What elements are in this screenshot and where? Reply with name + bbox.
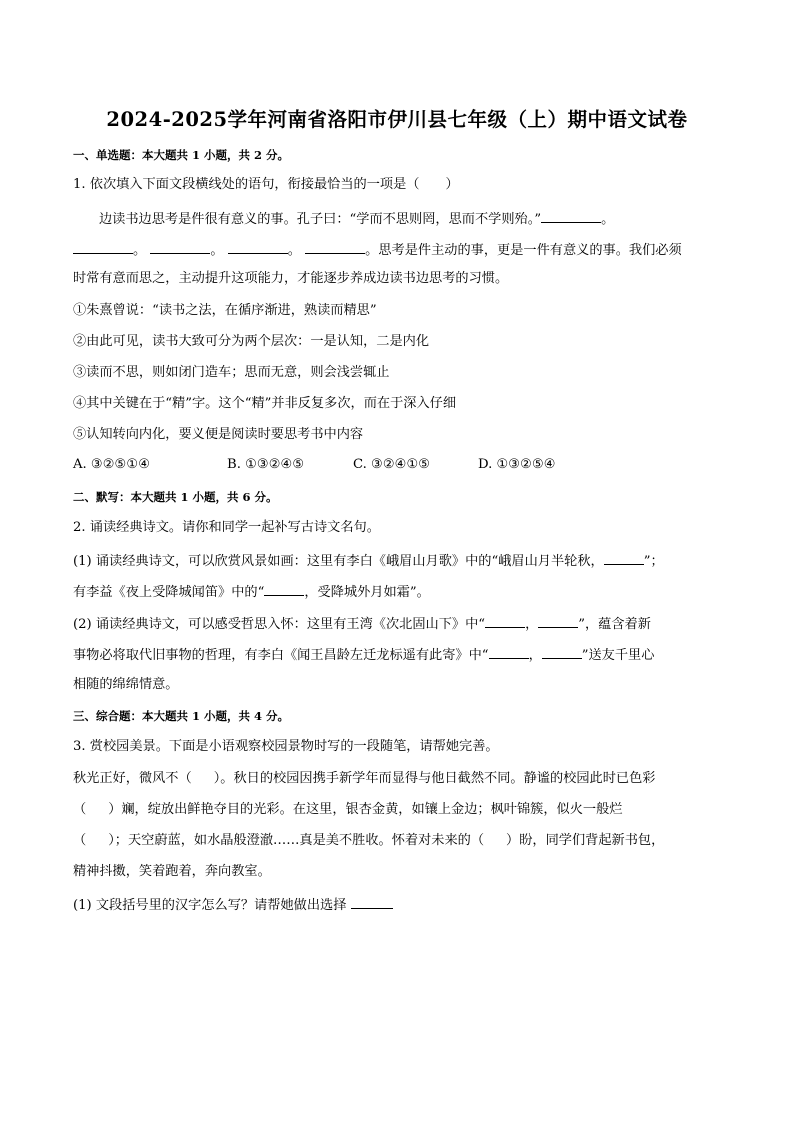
punctuation: 。 bbox=[287, 243, 301, 258]
sub-question-text: 有李益《夜上受降城闻笛》中的“ bbox=[73, 585, 265, 600]
passage-text: （ bbox=[73, 833, 87, 848]
sub-question-text: ”，蕴含着新 bbox=[578, 617, 651, 632]
punctuation: 。 bbox=[210, 243, 224, 258]
question-2-stem: 2. 诵读经典诗文。请你和同学一起补写古诗文名句。 bbox=[73, 520, 380, 535]
answer-blank[interactable] bbox=[542, 645, 582, 659]
answer-blank[interactable] bbox=[604, 551, 644, 565]
option-a[interactable]: A. ③②⑤①④ bbox=[73, 457, 151, 472]
question-1-stem bbox=[73, 176, 459, 194]
question-3-passage-line-3 bbox=[73, 832, 664, 850]
question-1-item-2: ②由此可见，读书大致可分为两个层次：一是认知，二是内化 bbox=[73, 334, 430, 349]
punctuation: ”； bbox=[643, 554, 664, 569]
question-3-stem: 3. 赏校园美景。下面是小语观察校园景物时写的一段随笔，请帮她完善。 bbox=[73, 739, 499, 754]
answer-blank[interactable] bbox=[305, 240, 365, 254]
option-b[interactable]: B. ①③②④⑤ bbox=[227, 457, 305, 472]
question-1-paragraph-line-2 bbox=[73, 240, 682, 260]
punctuation: ， bbox=[525, 617, 539, 632]
question-1-stem-close: ） bbox=[445, 177, 459, 192]
section-heading-dictation: 二、默写：本大题共 1 小题，共 6 分。 bbox=[73, 490, 278, 504]
option-c[interactable]: C. ③②④①⑤ bbox=[353, 457, 431, 472]
exam-title: 2024-2025学年河南省洛阳市伊川县七年级（上）期中语文试卷 bbox=[106, 108, 688, 131]
punctuation: 。 bbox=[601, 212, 615, 227]
question-1-item-1: ①朱熹曾说：“读书之法，在循序渐进，熟读而精思” bbox=[73, 303, 377, 318]
question-2-sub1-line-1 bbox=[73, 551, 664, 571]
answer-blank[interactable] bbox=[150, 240, 210, 254]
sub-question-text: (1) 文段括号里的汉字怎么写？请帮她做出选择 bbox=[73, 898, 347, 913]
sub-question-text: ”送友千里心 bbox=[581, 648, 655, 663]
sub-question-text: (1) 诵读经典诗文，可以欣赏风景如画：这里有李白《峨眉山月歌》中的“峨眉山月半轮秋， bbox=[73, 554, 604, 569]
question-1-item-5: ⑤认知转向内化，要义便是阅读时要思考书中内容 bbox=[73, 427, 364, 442]
paragraph-text: 。思考是件主动的事，更是一件有意义的事。我们必须 bbox=[365, 243, 682, 258]
answer-blank[interactable] bbox=[538, 614, 578, 628]
passage-text: （ bbox=[73, 802, 87, 817]
question-2-sub1-line-2 bbox=[73, 582, 430, 602]
answer-blank[interactable] bbox=[73, 240, 133, 254]
question-1-stem-text: 1. 依次填入下面文段横线处的语句，衔接最恰当的一项是（ bbox=[73, 177, 420, 192]
question-2-sub2-line-3: 相随的绵绵情意。 bbox=[73, 677, 179, 692]
question-3-passage-line-1 bbox=[73, 770, 655, 788]
section-heading-single-choice: 一、单选题：本大题共 1 小题，共 2 分。 bbox=[73, 148, 290, 162]
punctuation: 。 bbox=[133, 243, 147, 258]
passage-text: ）；天空蔚蓝，如水晶般澄澈……真是美不胜收。怀着对未来的（ bbox=[108, 833, 485, 848]
question-3-passage-line-4: 精神抖擞，笑着跑着，奔向教室。 bbox=[73, 864, 271, 879]
passage-text: ）盼，同学们背起新书包， bbox=[506, 833, 665, 848]
paragraph-text: 边读书边思考是件很有意义的事。孔子曰：“学而不思则罔，思而不学则殆。” bbox=[99, 212, 542, 227]
question-3-sub1 bbox=[73, 895, 393, 915]
answer-blank[interactable] bbox=[228, 240, 288, 254]
answer-blank[interactable] bbox=[351, 895, 393, 909]
passage-text: ）。秋日的校园因携手新学年而显得与他日截然不同。静谧的校园此时已色彩 bbox=[213, 771, 656, 786]
passage-text: 秋光正好，微风不（ bbox=[73, 771, 192, 786]
answer-blank[interactable] bbox=[489, 645, 529, 659]
sub-question-text: (2) 诵读经典诗文，可以感受哲思入怀：这里有王湾《次北固山下》中“ bbox=[73, 617, 486, 632]
question-1-item-3: ③读而不思，则如闭门造车；思而无意，则会浅尝辄止 bbox=[73, 365, 390, 380]
option-d[interactable]: D. ①③②⑤④ bbox=[478, 457, 556, 472]
question-2-sub2-line-1 bbox=[73, 614, 651, 634]
sub-question-text: 事物必将取代旧事物的哲理，有李白《闻王昌龄左迁龙标遥有此寄》中“ bbox=[73, 648, 489, 663]
question-3-passage-line-2 bbox=[73, 801, 623, 819]
sub-question-text: ，受降城外月如霜”。 bbox=[304, 585, 430, 600]
section-heading-comprehensive: 三、综合题：本大题共 1 小题，共 4 分。 bbox=[73, 709, 290, 723]
passage-text: ）斓，绽放出鲜艳夺目的光彩。在这里，银杏金黄，如镶上金边；枫叶锦簇，似火一般烂 bbox=[108, 802, 623, 817]
answer-blank[interactable] bbox=[485, 614, 525, 628]
answer-blank[interactable] bbox=[264, 582, 304, 596]
question-1-paragraph-line-3: 时常有意而思之，主动提升这项能力，才能逐步养成边读书边思考的习惯。 bbox=[73, 271, 509, 286]
question-1-paragraph-line-1 bbox=[99, 209, 614, 229]
answer-blank[interactable] bbox=[541, 209, 601, 223]
punctuation: ， bbox=[528, 648, 542, 663]
question-2-sub2-line-2 bbox=[73, 645, 654, 665]
question-1-item-4: ④其中关键在于“精”字。这个“精”并非反复多次，而在于深入仔细 bbox=[73, 396, 457, 411]
